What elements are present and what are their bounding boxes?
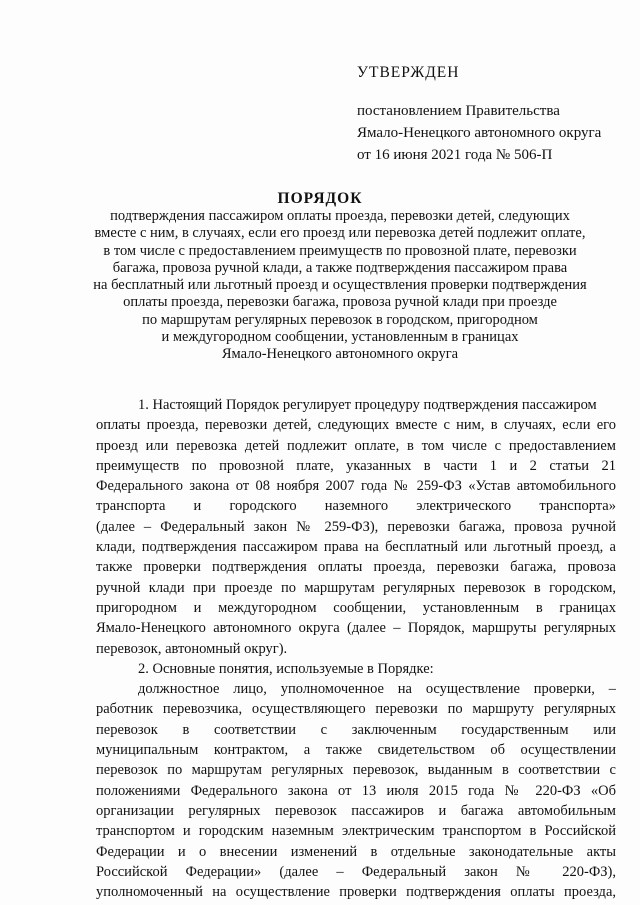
paragraph-3-line: перевозок в соответствии с заключенным государственным или <box>96 721 616 738</box>
paragraph-1-line: Ямало-Ненецкого автономного округа (далее – Порядок, маршруты регулярных <box>96 620 616 637</box>
approval-line: постановлением Правительства <box>357 103 560 119</box>
paragraph-1-line: оплаты проезда, перевозки детей, следующих вместе с ним, в случаях, если его <box>96 417 616 434</box>
paragraph-1-line: (далее – Федеральный закон № 259-ФЗ), перевозки багажа, провоза ручной <box>96 518 616 535</box>
subtitle-line: на бесплатный или льготный проезд и осуществления проверки подтверждения <box>93 277 587 294</box>
paragraph-3-line: должностное лицо, уполномоченное на осуществление проверки, – <box>138 681 616 698</box>
paragraph-3-line: уполномоченный на осуществление проверки подтверждения оплаты проезда, <box>96 884 616 901</box>
paragraph-1-line: клади, подтверждения пассажиром права на бесплатный или льготный проезд, а <box>96 539 616 556</box>
paragraph-1-line: также проверки подтверждения оплаты проезда, перевозки багажа, провоза <box>96 559 616 576</box>
paragraph-1-line: проезд или перевозка детей подлежит оплате, в том числе с предоставлением <box>96 437 616 454</box>
paragraph-3-line: перевозок по маршрутам регулярных перевозок, выданным в соответствии с <box>96 762 616 779</box>
subtitle-line: оплаты проезда, перевозки багажа, провоза ручной клади при проезде <box>123 294 557 311</box>
subtitle-line: по маршрутам регулярных перевозок в городском, пригородном <box>142 311 538 328</box>
paragraph-1-line: преимуществ по провозной плате, указанных в части 1 и 2 статьи 21 <box>96 457 616 474</box>
approval-line: от 16 июня 2021 года № 506-П <box>357 147 553 163</box>
approval-heading: УТВЕРЖДЕН <box>357 64 460 81</box>
paragraph-3-line: Российской Федерации» (далее – Федеральный закон № 220-ФЗ), <box>96 863 616 880</box>
subtitle-line: в том числе с предоставлением преимуществ по провозной плате, перевозки <box>103 242 577 259</box>
paragraph-1-line: Федерального закона от 08 ноября 2007 года № 259-ФЗ «Устав автомобильного <box>96 478 616 495</box>
approval-block <box>357 62 617 166</box>
paragraph-3-line: транспортом и городским наземным электрическим транспортом в Российской <box>96 823 616 840</box>
subtitle-line: багажа, провоза ручной клади, а также подтверждения пассажиром права <box>112 259 568 276</box>
paragraph-3-line: Федерации и о внесении изменений в отдельные законодательные акты <box>96 843 616 860</box>
paragraph-1-line: перевозок, автономный округ). <box>96 640 288 657</box>
paragraph-1-line: транспорта и городского наземного электрического транспорта» <box>96 498 616 515</box>
paragraph-3-line: работник перевозчика, осуществляющего перевозки по маршруту регулярных <box>96 701 616 718</box>
document-title: ПОРЯДОК <box>277 190 363 207</box>
document-body <box>96 395 616 902</box>
paragraph-1-line: ручной клади при проезде по маршрутам регулярных перевозок в городском, <box>96 579 616 596</box>
paragraph-3-line: муниципальным контрактом, а также свидетельством об осуществлении <box>96 742 616 759</box>
paragraph-3-line: положениями Федерального закона от 13 июля 2015 года № 220-ФЗ «Об <box>96 782 616 799</box>
approval-line: Ямало-Ненецкого автономного округа <box>357 125 602 141</box>
subtitle-line: подтверждения пассажиром оплаты проезда, перевозки детей, следующих <box>110 208 570 224</box>
paragraph-1-line: пригородном и междугородном сообщении, установленным в границах <box>96 599 616 616</box>
document-subtitle <box>60 208 620 364</box>
paragraph-1-line: 1. Настоящий Порядок регулирует процедуру подтверждения пассажиром <box>138 397 597 413</box>
subtitle-line: и междугородном сообщении, установленным в границах <box>161 329 519 346</box>
subtitle-line: вместе с ним, в случаях, если его проезд или перевозка детей подлежит оплате, <box>94 225 586 242</box>
paragraph-3-line: организации регулярных перевозок пассажиров и багажа автомобильным <box>96 802 616 819</box>
paragraph-2-line: 2. Основные понятия, используемые в Порядке: <box>138 660 434 677</box>
subtitle-line: Ямало-Ненецкого автономного округа <box>221 346 459 363</box>
